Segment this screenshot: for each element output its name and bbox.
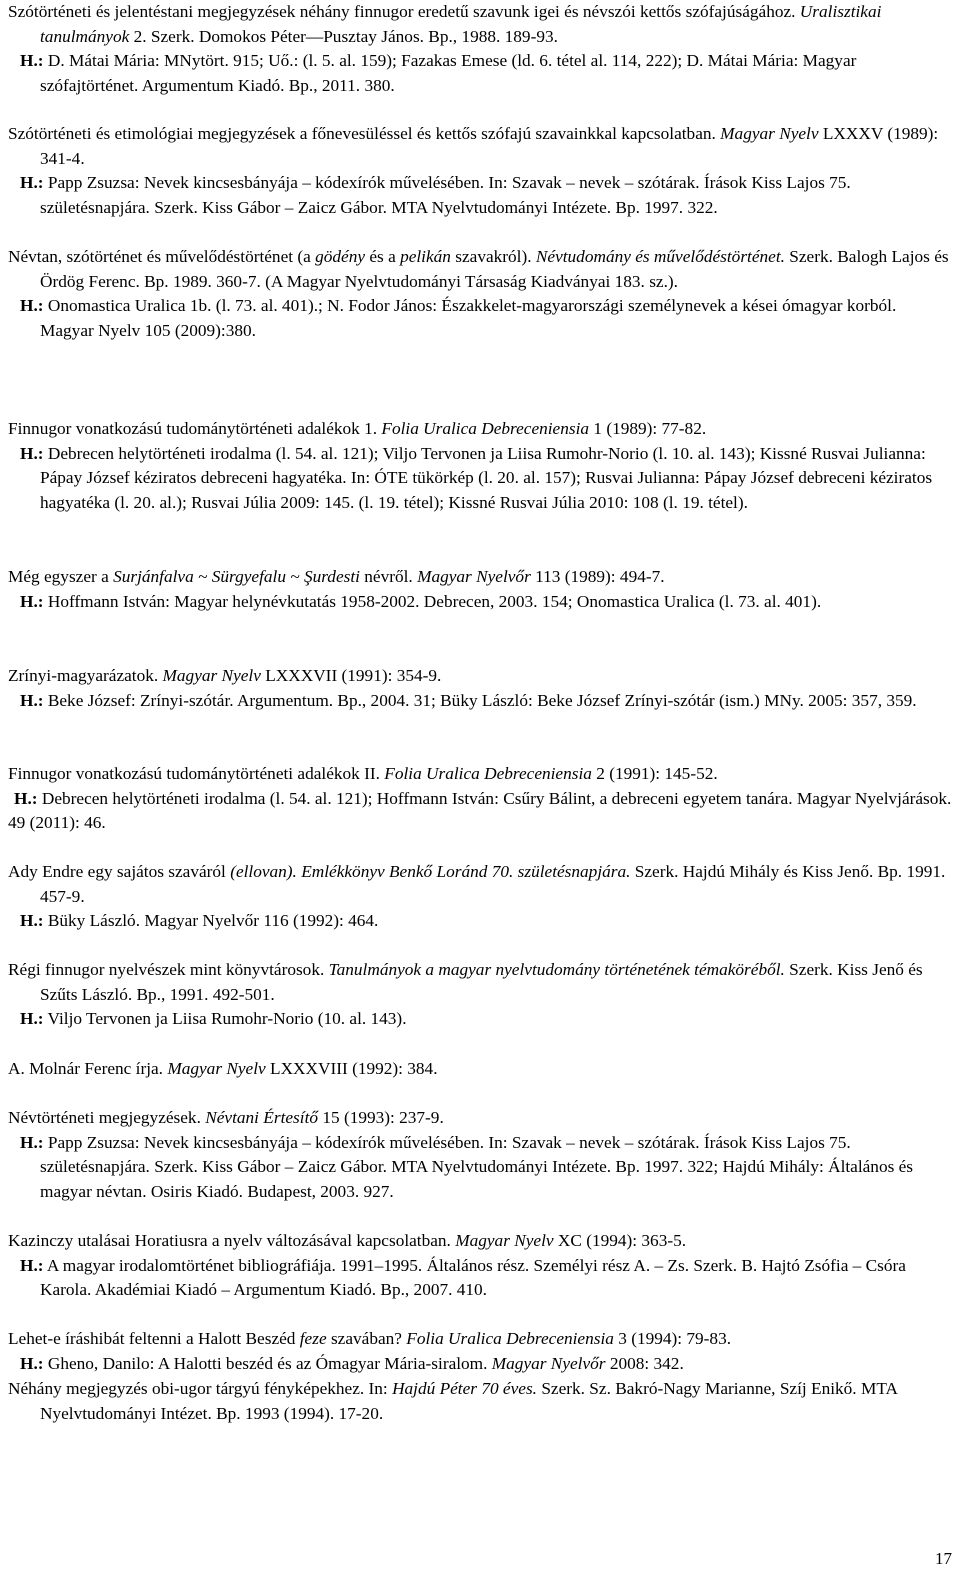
text-run: Szerk. Kiss Jenő és Szűts László. Bp., 1991. 492-501. — [40, 960, 923, 1004]
reference-note — [8, 787, 952, 836]
text-run: Néhány megjegyzés obi-ugor tárgyú fényképekhez. In: — [8, 1379, 393, 1398]
text-run: Gheno, Danilo: A Halotti beszéd és az Ómagyar Mária-siralom. — [47, 1353, 492, 1373]
citation-text — [8, 958, 952, 1007]
text-run: névről. — [359, 567, 418, 586]
italic-title: Folia Uralica Debreceniensia — [406, 1329, 614, 1348]
italic-title: Névtani Értesítő — [205, 1108, 319, 1127]
text-run: Szerk. Balogh Lajos és Ördög Ferenc. Bp. 1989. 360-7. (A Magyar Nyelvtudományi Társaság Kiadványai 183. sz.). — [40, 247, 949, 291]
bibliography-entry — [8, 417, 952, 515]
italic-title: gödény — [315, 247, 366, 266]
text-run: 2008: 342. — [605, 1353, 684, 1373]
text-run: Büky László. Magyar Nyelvőr 116 (1992): 464. — [47, 911, 379, 931]
citation-text — [8, 1106, 952, 1131]
reference-note — [8, 1007, 952, 1032]
bibliography-entry — [8, 958, 952, 1032]
reference-note — [8, 909, 952, 934]
italic-title: Magyar Nyelv — [167, 1059, 266, 1078]
citation-text — [8, 0, 952, 49]
text-run: Névtörténeti megjegyzések. — [8, 1108, 206, 1127]
text-run: A magyar irodalomtörténet bibliográfiája. 1991–1995. Általános rész. Személyi rész A. – Zs. Szerk. B. Hajtó Zsófia – Csóra Karola. Akadémiai Kiadó – Argumentum Kiadó. Bp., 2007. 410. — [40, 1255, 906, 1300]
text-run: Debrecen helytörténeti irodalma (l. 54. al. 121); Viljo Tervonen ja Liisa Rumohr-Norio (l. 10. al. 143); Kissné Rusvai Julianna: Pápay József kéziratos debreceni hagyatéka. In: ÓTE tükörkép (l. 20. al. 157); Rusvai Julianna: Pápay József debreceni kéziratos hagyatéka (l. 20. al.); Rusvai Júlia 2009: 145. (l. 19. tétel); Kissné Rusvai Júlia 2010: 108 (l. 19. tétel). — [40, 443, 933, 512]
text-run: A. Molnár Ferenc írja. — [8, 1059, 168, 1078]
text-run: LXXXV (1989): 341-4. — [40, 124, 939, 168]
page-number: 17 — [935, 1549, 952, 1569]
italic-title: Magyar Nyelv — [162, 666, 261, 685]
italic-title: Surjánfalva ~ Sürgyefalu ~ Şurdesti — [113, 567, 360, 586]
text-run: 15 (1993): 237-9. — [318, 1108, 444, 1127]
bibliography-entry — [8, 860, 952, 934]
italic-title: (ellovan). Emlékkönyv Benkő Loránd 70. születésnapjára. — [230, 862, 631, 881]
text-run: LXXXVII (1991): 354-9. — [260, 666, 442, 685]
bibliography-entry — [8, 1106, 952, 1204]
text-run: Zrínyi-magyarázatok. — [8, 666, 163, 685]
bibliography-entry — [8, 1229, 952, 1303]
reference-label: H.: — [20, 173, 44, 193]
citation-text — [8, 1377, 952, 1426]
reference-note — [8, 1352, 952, 1377]
reference-label: H.: — [20, 591, 44, 611]
reference-note — [8, 1131, 952, 1205]
italic-title: Magyar Nyelvőr — [491, 1353, 606, 1373]
italic-title: Névtudomány és művelődéstörténet. — [535, 247, 785, 266]
bibliography-entry — [8, 0, 952, 98]
text-run: Debrecen helytörténeti irodalma (l. 54. al. 121); Hoffmann István: Csűry Bálint, a debreceni egyetem tanára. Magyar Nyelvjárások. 49 (2011): 46. — [8, 788, 952, 833]
reference-label: H.: — [20, 1255, 44, 1275]
text-run: Onomastica Uralica 1b. (l. 73. al. 401).; N. Fodor János: Északkelet-magyarországi személynevek a kései ómagyar korból. Magyar Nyelv 105 (2009):380. — [40, 296, 897, 340]
bibliography-entry — [8, 1377, 952, 1426]
italic-title: Hajdú Péter 70 éves. — [392, 1379, 537, 1398]
reference-note — [8, 294, 952, 343]
text-run: Beke József: Zrínyi-szótár. Argumentum. Bp., 2004. 31; Büky László: Beke József Zrínyi-szótár (ism.) MNy. 2005: 357, 359. — [47, 690, 917, 710]
bibliography-entry — [8, 565, 952, 614]
reference-note — [8, 689, 952, 714]
bibliography-entry — [8, 664, 952, 713]
text-run: 1 (1989): 77-82. — [589, 419, 707, 438]
text-run: Finnugor vonatkozású tudománytörténeti adalékok 1. — [8, 419, 382, 438]
reference-label: H.: — [20, 1132, 44, 1152]
text-run: Még egyszer a — [8, 567, 114, 586]
bibliography-entry — [8, 1327, 952, 1376]
reference-label: H.: — [20, 296, 44, 316]
reference-label: H.: — [20, 51, 44, 71]
text-run: Papp Zsuzsa: Nevek kincsesbányája – kódexírók művelésében. In: Szavak – nevek – szótárak. Írások Kiss Lajos 75. születésnapjára. Szerk. Kiss Gábor – Zaicz Gábor. MTA Nyelvtudományi Intézete. Bp. 1997. 322; Hajdú Mihály: Általános és magyar névtan. Osiris Kiadó. Budapest, 2003. 927. — [40, 1132, 914, 1201]
text-run: Szótörténeti és etimológiai megjegyzések a főnevesüléssel és kettős szófajú szavainkkal kapcsolatban. — [8, 124, 721, 143]
text-run: Kazinczy utalásai Horatiusra a nyelv változásával kapcsolatban. — [8, 1231, 456, 1250]
reference-note — [8, 590, 952, 615]
reference-note — [8, 49, 952, 98]
italic-title: Magyar Nyelv — [720, 124, 819, 143]
text-run: Lehet-e íráshibát feltenni a Halott Beszéd — [8, 1329, 300, 1348]
reference-label: H.: — [20, 690, 44, 710]
italic-title: Folia Uralica Debreceniensia — [384, 764, 592, 783]
italic-title: Uralisztikai tanulmányok — [40, 2, 882, 46]
citation-text — [8, 860, 952, 909]
text-run: Finnugor vonatkozású tudománytörténeti adalékok II. — [8, 764, 385, 783]
italic-title: feze — [299, 1329, 327, 1348]
text-run: Ady Endre egy sajátos szaváról — [8, 862, 231, 881]
italic-title: Magyar Nyelvőr — [417, 567, 531, 586]
citation-text — [8, 1057, 952, 1082]
text-run: Hoffmann István: Magyar helynévkutatás 1958-2002. Debrecen, 2003. 154; Onomastica Uralica (l. 73. al. 401). — [47, 591, 822, 611]
text-run: D. Mátai Mária: MNytört. 915; Uő.: (l. 5. al. 159); Fazakas Emese (ld. 6. tétel al. 114, 222); D. Mátai Mária: Magyar szófajtörténet. Argumentum Kiadó. Bp., 2011. 380. — [40, 51, 857, 95]
bibliography-entry — [8, 245, 952, 343]
text-run: 2. Szerk. Domokos Péter—Pusztay János. Bp., 1988. 189-93. — [129, 26, 558, 46]
citation-text — [8, 417, 952, 442]
text-run: 113 (1989): 494-7. — [530, 567, 665, 586]
citation-text — [8, 664, 952, 689]
text-run: 2 (1991): 145-52. — [591, 764, 718, 783]
text-run: és a — [365, 247, 401, 266]
reference-label: H.: — [20, 1353, 44, 1373]
reference-label: H.: — [20, 911, 44, 931]
bibliography-entry — [8, 1057, 952, 1082]
text-run: LXXXVIII (1992): 384. — [265, 1059, 438, 1078]
citation-text — [8, 762, 952, 787]
reference-label: H.: — [14, 788, 38, 808]
reference-note — [8, 1254, 952, 1303]
italic-title: Tanulmányok a magyar nyelvtudomány történetének témaköréből. — [328, 960, 785, 979]
italic-title: pelikán — [400, 247, 451, 266]
text-run: szavakról). — [450, 247, 536, 266]
italic-title: Folia Uralica Debreceniensia — [381, 419, 590, 438]
text-run: XC (1994): 363-5. — [553, 1231, 687, 1250]
text-run: Viljo Tervonen ja Liisa Rumohr-Norio (10. al. 143). — [47, 1009, 407, 1029]
citation-text — [8, 565, 952, 590]
reference-note — [8, 171, 952, 220]
reference-label: H.: — [20, 443, 44, 463]
text-run: Papp Zsuzsa: Nevek kincsesbányája – kódexírók művelésében. In: Szavak – nevek – szótárak. Írások Kiss Lajos 75. születésnapjára. Szerk. Kiss Gábor – Zaicz Gábor. MTA Nyelvtudományi Intézete. Bp. 1997. 322. — [40, 173, 851, 217]
italic-title: Magyar Nyelv — [455, 1231, 554, 1250]
text-run: Névtan, szótörténet és művelődéstörténet (a — [8, 247, 316, 266]
bibliography-entry — [8, 762, 952, 836]
reference-note — [8, 442, 952, 516]
citation-text — [8, 1229, 952, 1254]
text-run: Régi finnugor nyelvészek mint könyvtárosok. — [8, 960, 329, 979]
citation-text — [8, 245, 952, 294]
text-run: Szerk. Sz. Bakró-Nagy Marianne, Szíj Enikő. MTA Nyelvtudományi Intézet. Bp. 1993 (1994). 17-20. — [40, 1379, 898, 1423]
text-run: Szótörténeti és jelentéstani megjegyzések néhány finnugor eredetű szavunk igei és névszói kettős szófajúságához. — [8, 2, 800, 21]
reference-label: H.: — [20, 1009, 44, 1029]
text-run: szavában? — [326, 1329, 407, 1348]
citation-text — [8, 122, 952, 171]
bibliography-entry — [8, 122, 952, 220]
citation-text — [8, 1327, 952, 1352]
text-run: Szerk. Hajdú Mihály és Kiss Jenő. Bp. 1991. 457-9. — [40, 862, 946, 906]
text-run: 3 (1994): 79-83. — [613, 1329, 732, 1348]
